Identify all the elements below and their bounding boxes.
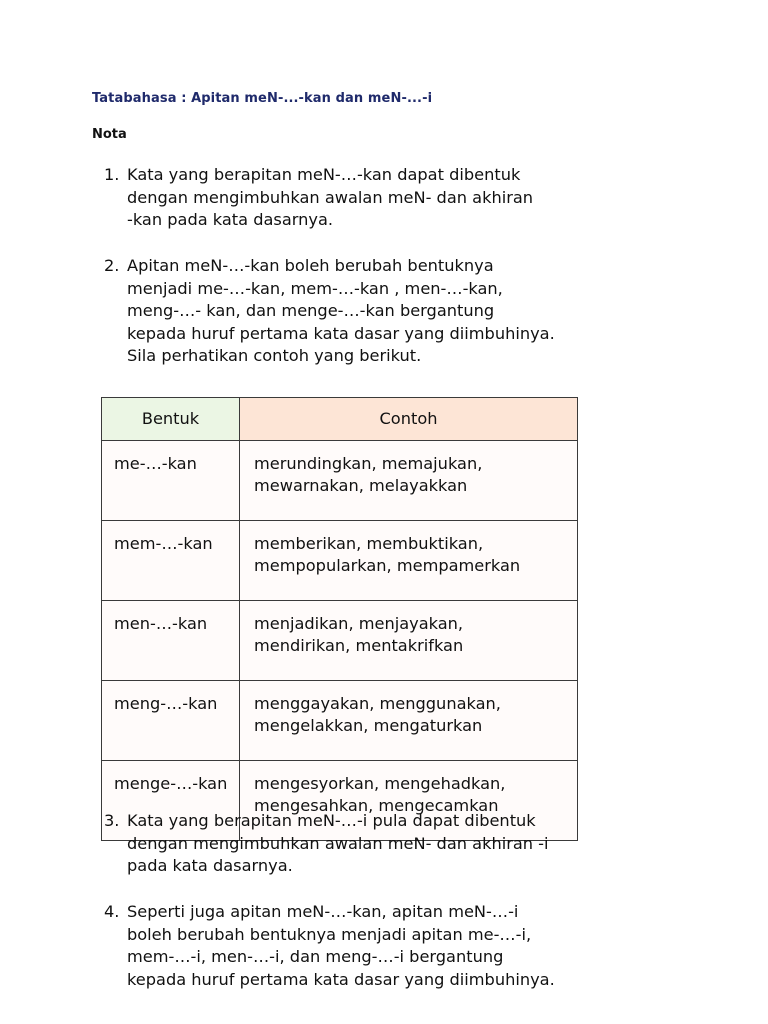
table-row bbox=[102, 521, 578, 601]
item-line: Seperti juga apitan meN-…-kan, apitan meN-…-i bbox=[127, 902, 519, 921]
item-number: 1. bbox=[104, 165, 120, 184]
contoh-line: mengelakkan, mengaturkan bbox=[254, 716, 483, 735]
item-line: Kata yang berapitan meN-…-i pula dapat dibentuk bbox=[127, 811, 536, 830]
item-line: -kan pada kata dasarnya. bbox=[127, 210, 334, 229]
item-line: Kata yang berapitan meN-…-kan dapat dibentuk bbox=[127, 165, 521, 184]
item-line: boleh berubah bentuknya menjadi apitan me-…-i, bbox=[127, 924, 532, 944]
section-label-nota: Nota bbox=[92, 127, 127, 142]
bentuk-cell: meng-…-kan bbox=[102, 681, 240, 761]
item-line: dengan mengimbuhkan awalan meN- dan akhiran bbox=[127, 187, 534, 207]
item-line: pada kata dasarnya. bbox=[127, 856, 293, 875]
note-item-4 bbox=[104, 901, 584, 991]
table-row bbox=[102, 681, 578, 761]
note-item-3 bbox=[104, 810, 584, 878]
item-line: mem-…-i, men-…-i, dan meng-…-i bergantung bbox=[127, 947, 504, 966]
item-text bbox=[127, 255, 584, 368]
bentuk-cell: mem-…-kan bbox=[102, 521, 240, 601]
item-line: menjadi me-…-kan, mem-…-kan , men-…-kan, bbox=[127, 278, 503, 298]
bentuk-cell: menge-…-kan bbox=[102, 761, 240, 841]
contoh-line: mengesyorkan, mengehadkan, bbox=[254, 774, 506, 793]
contoh-line: menggayakan, menggunakan, bbox=[254, 694, 501, 713]
item-line: kepada huruf pertama kata dasar yang diimbuhinya. bbox=[127, 969, 555, 989]
contoh-line: mendirikan, mentakrifkan bbox=[254, 636, 464, 655]
affix-examples-table bbox=[101, 397, 578, 841]
contoh-cell bbox=[240, 441, 578, 521]
page-title: Tatabahasa : Apitan meN-...-kan dan meN-...-i bbox=[92, 91, 433, 106]
item-number: 4. bbox=[104, 902, 120, 921]
table-row bbox=[102, 601, 578, 681]
bentuk-cell: men-…-kan bbox=[102, 601, 240, 681]
contoh-line: memberikan, membuktikan, bbox=[254, 534, 484, 553]
contoh-cell bbox=[240, 601, 578, 681]
note-item-1 bbox=[104, 164, 584, 232]
bentuk-cell: me-…-kan bbox=[102, 441, 240, 521]
item-text bbox=[127, 901, 584, 991]
item-line: kepada huruf pertama kata dasar yang diimbuhinya. bbox=[127, 323, 555, 343]
item-line: dengan mengimbuhkan awalan meN- dan akhiran -i bbox=[127, 833, 549, 853]
contoh-line: menjadikan, menjayakan, bbox=[254, 614, 464, 633]
item-line: meng-…- kan, dan menge-…-kan bergantung bbox=[127, 301, 495, 320]
item-line: Apitan meN-…-kan boleh berubah bentuknya bbox=[127, 256, 494, 275]
column-header-contoh: Contoh bbox=[240, 398, 578, 441]
column-header-bentuk: Bentuk bbox=[102, 398, 240, 441]
item-number: 2. bbox=[104, 256, 120, 275]
contoh-line: mempopularkan, mempamerkan bbox=[254, 556, 521, 575]
contoh-line: merundingkan, memajukan, bbox=[254, 454, 483, 473]
note-item-2 bbox=[104, 255, 584, 368]
table-header-row bbox=[102, 398, 578, 441]
table-row bbox=[102, 441, 578, 521]
contoh-cell bbox=[240, 681, 578, 761]
item-line: Sila perhatikan contoh yang berikut. bbox=[127, 346, 422, 365]
item-text bbox=[127, 164, 584, 232]
contoh-line: mewarnakan, melayakkan bbox=[254, 476, 468, 495]
contoh-line: mengesahkan, mengecamkan bbox=[254, 796, 499, 815]
item-text bbox=[127, 810, 584, 878]
item-number: 3. bbox=[104, 811, 120, 830]
contoh-cell bbox=[240, 521, 578, 601]
